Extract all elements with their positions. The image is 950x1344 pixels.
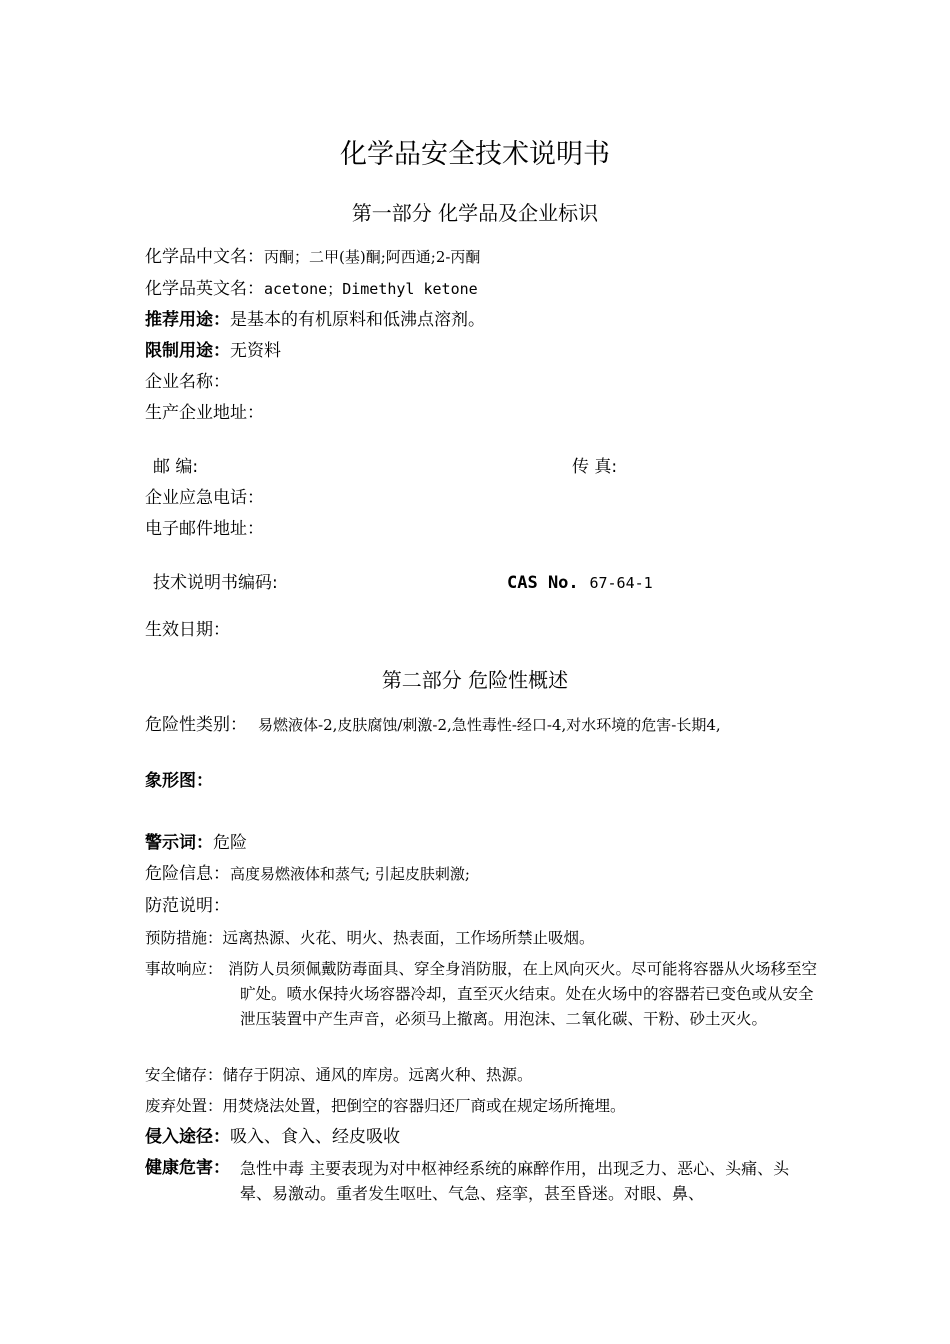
prevention-label: 预防措施：: [145, 929, 223, 947]
address-label: 生产企业地址：: [145, 403, 264, 423]
postcode-label: 邮 编:: [153, 457, 199, 477]
hazard-info-label: 危险信息：: [145, 864, 230, 884]
prevention-value: 远离热源、火花、明火、热表面，工作场所禁止吸烟。: [222, 929, 595, 947]
pictogram-label: 象形图：: [145, 771, 213, 791]
part1-heading: 第一部分 化学品及企业标识: [351, 201, 599, 225]
hazard-info-value: 高度易燃液体和蒸气; 引起皮肤刺激;: [230, 865, 470, 883]
response-label: 事故响应：: [145, 960, 223, 978]
cas-label: CAS No.: [507, 573, 579, 593]
disposal-row: [145, 1094, 626, 1118]
route-value: 吸入、食入、经皮吸收: [230, 1127, 400, 1147]
part2-heading: 第二部分 危险性概述: [381, 668, 569, 692]
en-name-value: acetone；Dimethyl ketone: [264, 280, 478, 298]
health-value: 急性中毒 主要表现为对中枢神经系统的麻醉作用，出现乏力、恶心、头痛、头晕、易激动。重者发生呕吐、气急、痉挛，甚至昏迷。对眼、鼻、: [240, 1159, 790, 1203]
signal-value: 危险: [213, 833, 247, 853]
sds-code-label: 技术说明书编码:: [153, 573, 278, 593]
hazard-info-row: [145, 862, 470, 886]
storage-row: [145, 1063, 533, 1087]
disposal-label: 废弃处置：: [145, 1097, 223, 1115]
use-value: 是基本的有机原料和低沸点溶剂。: [230, 310, 485, 330]
use-row: [145, 308, 485, 332]
storage-label: 安全储存：: [145, 1066, 223, 1084]
prevention-row: [145, 926, 595, 950]
route-label: 侵入途径：: [145, 1127, 230, 1147]
cn-name-label: 化学品中文名：: [145, 247, 264, 267]
email-label: 电子邮件地址：: [145, 519, 264, 539]
signal-row: [145, 831, 247, 855]
route-row: [145, 1125, 400, 1149]
health-label: 健康危害：: [145, 1158, 230, 1178]
emergency-phone-label: 企业应急电话：: [145, 488, 264, 508]
response-value: 消防人员须佩戴防毒面具、穿全身消防服，在上风向灭火。尽可能将容器从火场移至空旷处。喷水保持火场容器冷却，直至灭火结束。处在火场中的容器若已变色或从安全泄压装置中产生声音，必须马上撤离。用泡沫、二氧化碳、干粉、砂土灭火。: [228, 960, 818, 1028]
document-title: 化学品安全技术说明书: [340, 139, 610, 170]
hazard-class-value: 易燃液体-2,皮肤腐蚀/刺激-2,急性毒性-经口-4,对水环境的危害-长期4,: [258, 716, 721, 734]
cn-name-value: 丙酮；二甲(基)酮;阿西通;2-丙酮: [264, 248, 481, 266]
precaution-label: 防范说明：: [145, 896, 230, 916]
effective-date-label: 生效日期：: [145, 620, 230, 640]
cas-row: [507, 571, 653, 595]
en-name-label: 化学品英文名：: [145, 279, 264, 299]
restrict-label: 限制用途：: [145, 341, 230, 361]
hazard-class-label: 危险性类别：: [145, 715, 247, 735]
fax-label: 传 真:: [572, 457, 618, 477]
company-label: 企业名称：: [145, 372, 230, 392]
cas-value: 67-64-1: [589, 574, 653, 592]
use-label: 推荐用途：: [145, 310, 230, 330]
disposal-value: 用焚烧法处置，把倒空的容器归还厂商或在规定场所掩埋。: [222, 1097, 626, 1115]
restrict-value: 无资料: [230, 341, 281, 361]
restrict-row: [145, 339, 281, 363]
storage-value: 储存于阴凉、通风的库房。远离火种、热源。: [222, 1066, 533, 1084]
signal-label: 警示词：: [145, 833, 213, 853]
cn-name-row: [145, 245, 480, 269]
en-name-row: [145, 277, 478, 301]
